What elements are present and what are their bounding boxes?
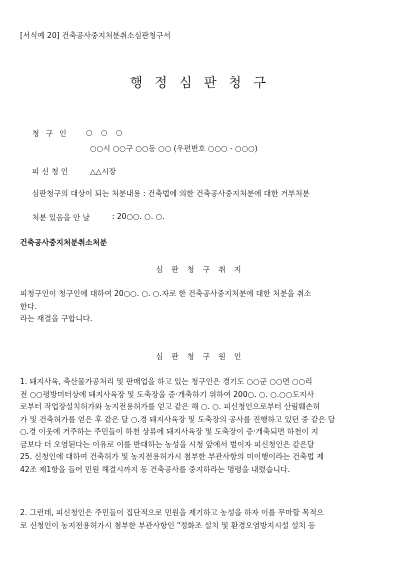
reasons-line: 전 ○○평방미터상에 돼지사육장 및 도축장을 증·개축하기 위하여 200○. ○. ○.○○도지사	[20, 389, 314, 399]
reasons-line: 로 신청인이 농지전용허가시 첨부한 부관사항인 "정화조 설치 및 환경오염방지시설 설치 등	[20, 520, 316, 530]
knowledge-date-value: : 20○○. ○. ○.	[112, 212, 165, 221]
purpose-line: 라는 재결을 구합니다.	[20, 314, 93, 323]
claimant-address: ○○시 ○○구 ○○동 ○○ (우편번호 ○○○ - ○○○)	[90, 144, 258, 153]
reasons-paragraph-1	[20, 376, 380, 476]
reasons-paragraph-2	[20, 507, 380, 532]
reasons-line: 25. 신청인에 대하여 건축허가 및 농지전용허가시 첨부한 부관사항의 미이행이라는 건축법 제	[20, 452, 324, 461]
claimant-name: ○ ○ ○	[86, 128, 126, 137]
respondent-label: 피 신 청 인	[32, 167, 69, 176]
claimant-label: 청 구 인	[32, 129, 69, 138]
knowledge-date-label: 처분 있음을 안 날	[32, 213, 90, 222]
purpose-line: 피청구인이 청구인에 대하여 20○○. ○. ○.자로 한 건축공사중지처분에 대한 처분을 취소	[20, 289, 312, 298]
reasons-heading: 심 판 청 구 원 인	[155, 352, 245, 361]
reasons-line: 2. 그런데, 피신청인은 주민들이 집단적으로 민원을 제기하고 농성을 하자 이를 무마할 목적으	[20, 508, 324, 517]
purpose-line: 한다.	[20, 301, 37, 311]
case-title: 건축공사중지처분취소처분	[20, 238, 107, 247]
reasons-line: 금보다 더 오염된다는 이유로 이를 반대하는 농성을 시청 앞에서 벌이자 피신청인은 같은달	[20, 439, 315, 449]
subject-line: 심판청구의 대상이 되는 처분내용 : 건축법에 의한 건축공사중지처분에 대한 거부처분	[32, 189, 310, 198]
reasons-line: 가 및 건축허가를 얻은 후 같은 달 ○.경 돼지사육장 및 도축장의 공사를 진행하고 있던 중 같은 달	[20, 414, 336, 424]
form-label: [서식예 20] 건축공사중지처분취소심판청구서	[20, 31, 171, 40]
purpose-heading: 심 판 청 구 취 지	[155, 265, 245, 274]
page-title: 행 정 심 판 청 구	[129, 76, 270, 91]
reasons-line: 42조 제1항을 들어 민원 해결시까지 동 건축공사를 중지하라는 명령을 내렸습니다.	[20, 464, 290, 474]
respondent-value: △△시장	[90, 167, 117, 176]
reasons-line: ○.경 이웃에 거주하는 주민들이 하천 상류에 돼지사육장 및 도축장이 증·개축되면 하천이 지	[20, 427, 319, 436]
reasons-line: 로부터 작업장설치허가와 농지전용허가를 얻고 같은 해 ○. ○. 피신청인으로부터 산림훼손허	[20, 402, 321, 411]
purpose-paragraph	[20, 288, 380, 326]
reasons-line: 1. 돼지사육, 축산물가공처리 및 판매업을 하고 있는 청구인은 경기도 ○○군 ○○면 ○○리	[20, 377, 313, 386]
